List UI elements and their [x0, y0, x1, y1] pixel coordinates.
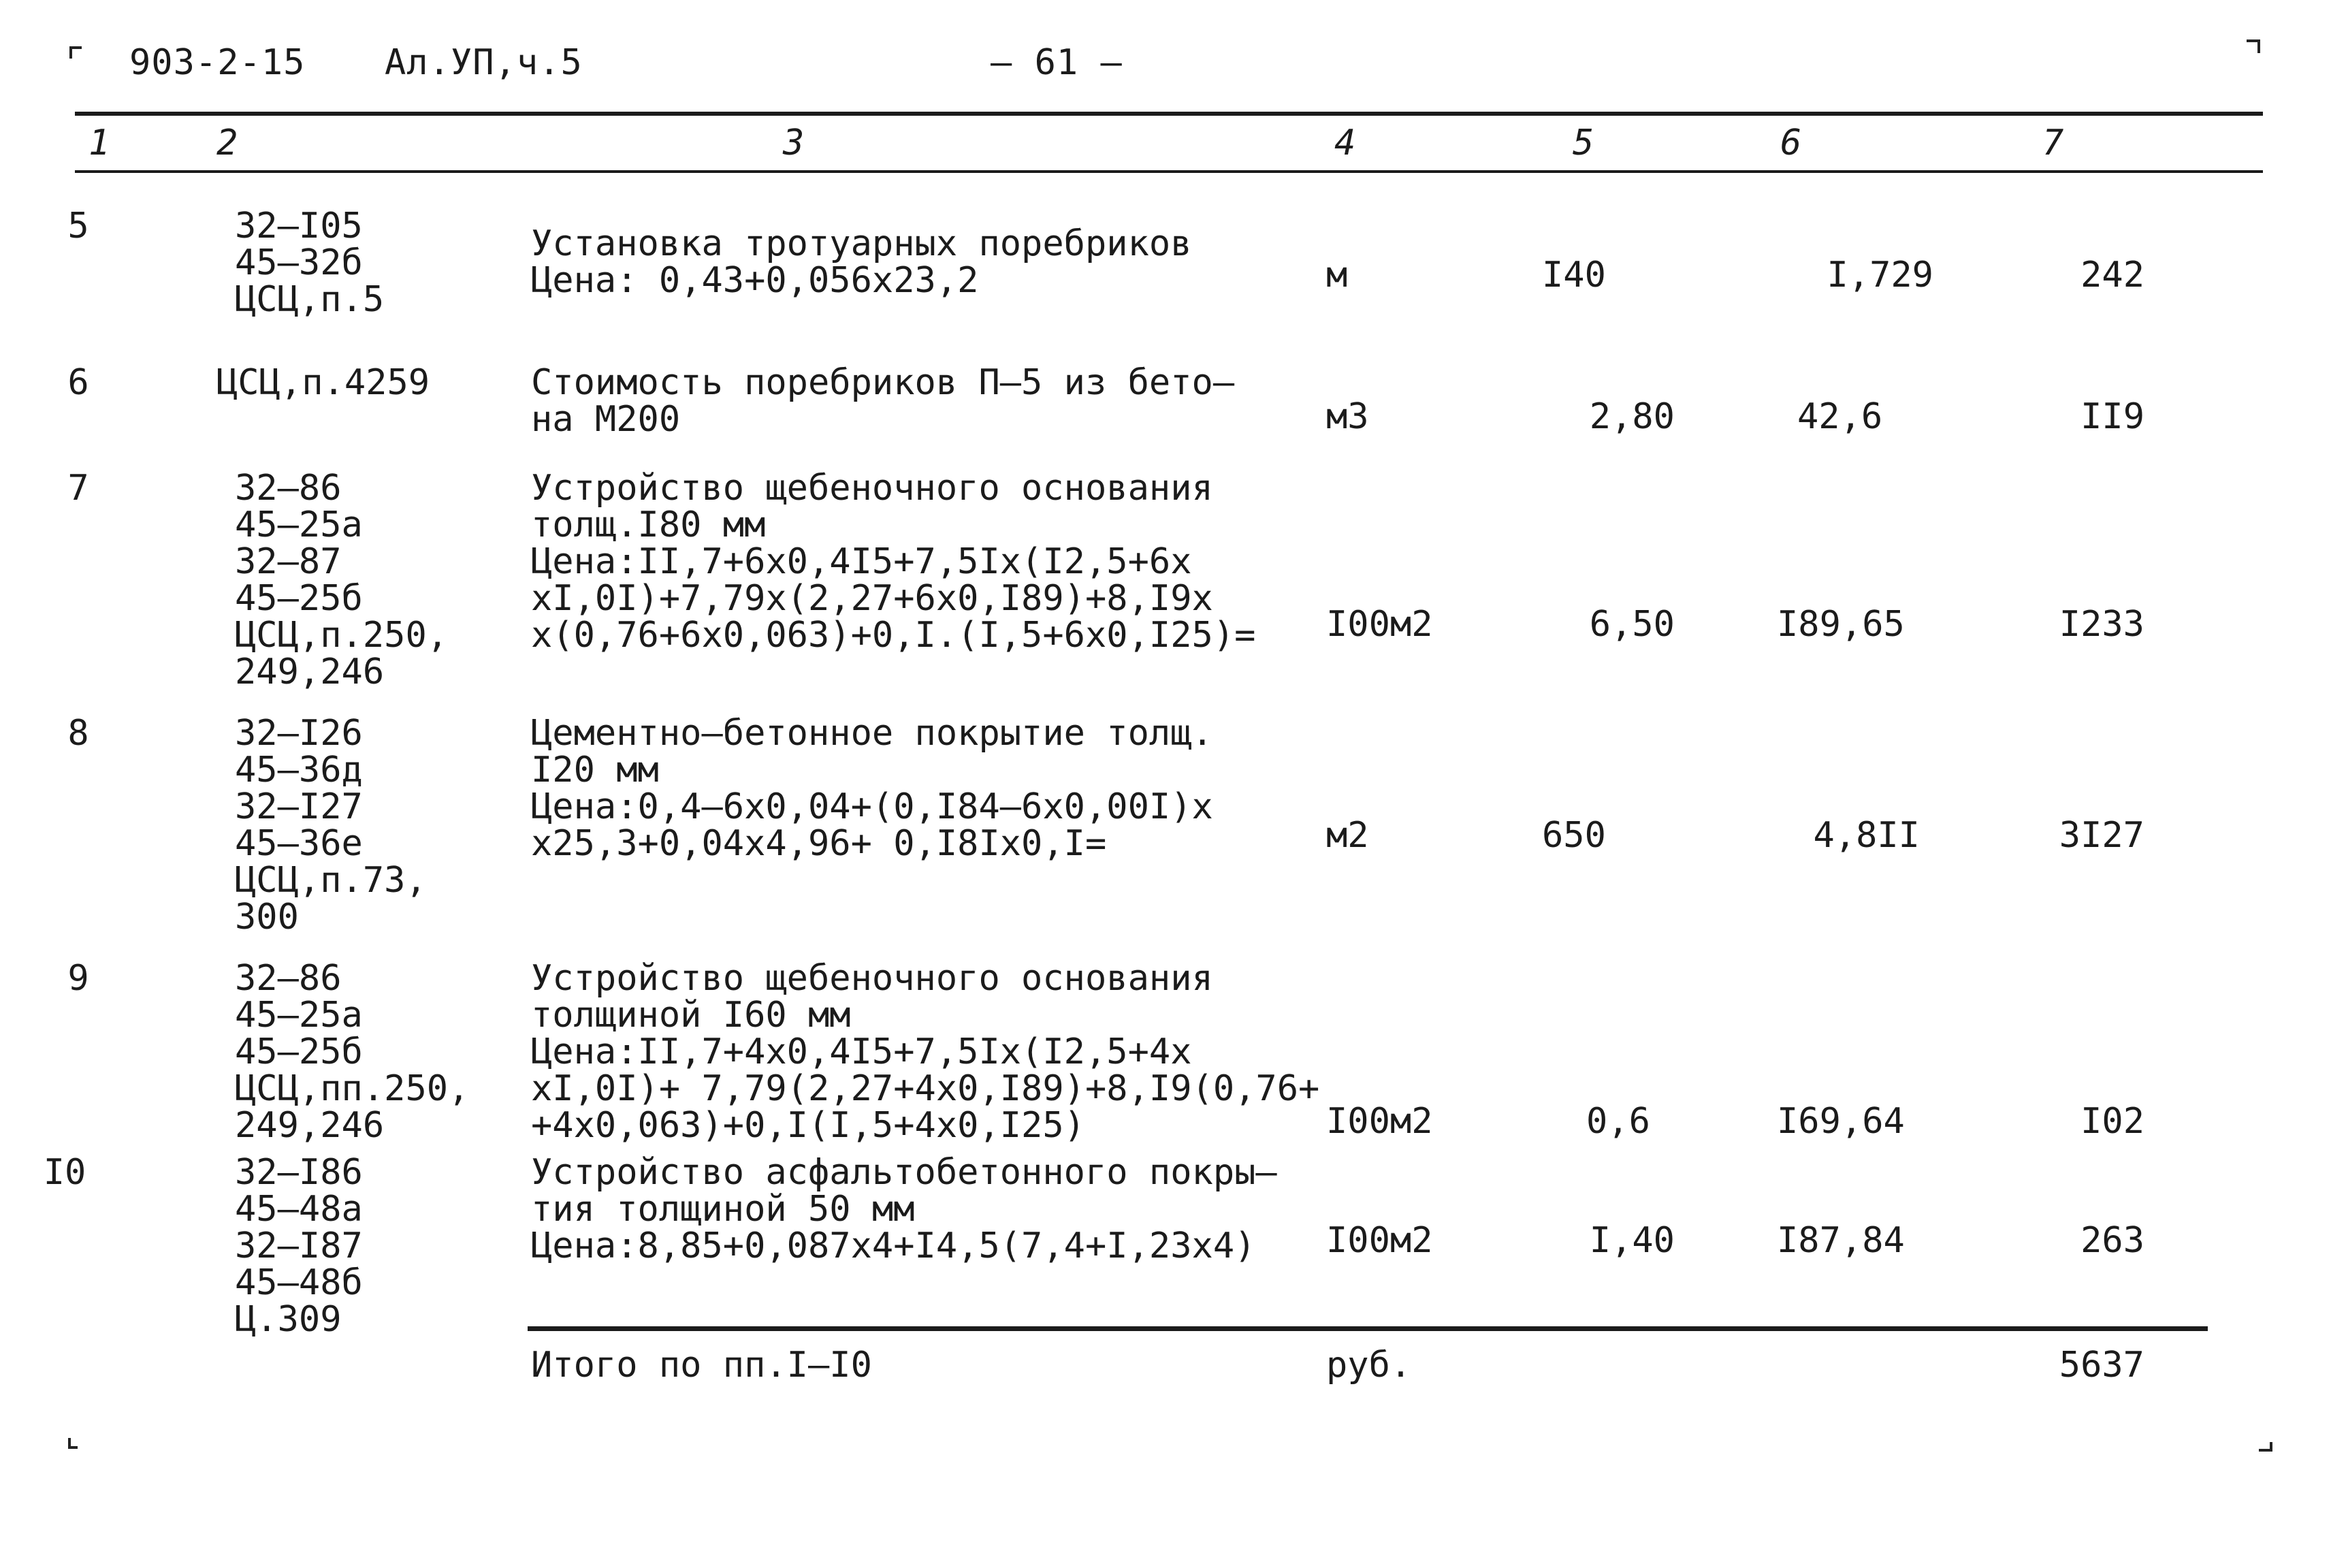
- description-line: хI,0I)+ 7,79(2,27+4х0,I89)+8,I9(0,76+: [531, 1068, 1320, 1109]
- total-cost: II9: [2080, 396, 2144, 437]
- description-line: толщ.I80 мм: [531, 505, 766, 545]
- description-line: Стоимость поребриков П–5 из бето–: [531, 362, 1235, 403]
- total-cost: 242: [2080, 255, 2144, 295]
- description-line: Устройство асфальтобетонного покры–: [531, 1152, 1277, 1193]
- row-number: 9: [67, 958, 89, 999]
- norm-code: 45–36д: [235, 750, 363, 790]
- unit: I00м2: [1326, 1101, 1433, 1142]
- quantity: 0,6: [1586, 1101, 1650, 1142]
- row-number: 6: [67, 362, 89, 403]
- norm-code: 45–36е: [235, 823, 363, 864]
- row-number: I0: [43, 1152, 86, 1193]
- column-number-5: 5: [1573, 123, 1594, 163]
- description-line: на М200: [531, 399, 681, 440]
- column-number-6: 6: [1780, 123, 1802, 163]
- unit-price: I89,65: [1777, 604, 1905, 645]
- column-number-3: 3: [783, 123, 805, 163]
- album-reference: Ал.УП,ч.5: [385, 42, 583, 83]
- description-line: Установка тротуарных поребриков: [531, 223, 1192, 264]
- column-number-7: 7: [2042, 123, 2064, 163]
- unit-price: I87,84: [1777, 1220, 1905, 1261]
- column-number-4: 4: [1334, 123, 1356, 163]
- norm-code: Ц.309: [235, 1299, 342, 1340]
- norm-code: 32–I27: [235, 786, 363, 827]
- norm-code: 32–86: [235, 468, 342, 509]
- norm-codes: [216, 364, 509, 401]
- norm-code: 249,246: [235, 1105, 385, 1146]
- total-cost: I02: [2080, 1101, 2144, 1142]
- quantity: 650: [1542, 815, 1606, 856]
- unit-price: I69,64: [1777, 1101, 1905, 1142]
- norm-codes: [235, 960, 528, 1144]
- norm-codes: [235, 713, 528, 938]
- norm-codes: [235, 470, 528, 690]
- norm-code: 32–I86: [235, 1152, 363, 1193]
- norm-code: ЦСЦ,п.4259: [216, 362, 430, 403]
- unit-price: 42,6: [1797, 396, 1883, 437]
- total-cost: 3I27: [2059, 815, 2144, 856]
- work-description: [531, 364, 1321, 438]
- unit-price: I,729: [1827, 255, 1933, 295]
- work-description: [531, 1154, 1321, 1264]
- description-line: х(0,76+6х0,063)+0,I.(I,5+6х0,I25)=: [531, 615, 1256, 656]
- description-line: тия толщиной 50 мм: [531, 1189, 915, 1230]
- norm-code: 45–32б: [235, 242, 363, 283]
- grand-total: 5637: [2059, 1345, 2144, 1386]
- corner-mark-top-right: [2247, 39, 2260, 53]
- unit: I00м2: [1326, 1220, 1433, 1261]
- norm-code: 45–48а: [235, 1189, 363, 1230]
- norm-code: 45–25б: [235, 1031, 363, 1072]
- description-line: Цена:8,85+0,087х4+I4,5(7,4+I,23х4): [531, 1226, 1256, 1266]
- quantity: I40: [1542, 255, 1606, 295]
- description-line: +4х0,063)+0,I(I,5+4х0,I25): [531, 1105, 1085, 1146]
- norm-codes: [235, 208, 528, 318]
- total-label: Итого по пп.I–I0: [531, 1345, 872, 1386]
- unit: м: [1326, 255, 1348, 295]
- norm-code: 45–25б: [235, 578, 363, 619]
- description-line: I20 мм: [531, 750, 659, 790]
- work-description: [531, 470, 1321, 654]
- row-number: 5: [67, 206, 89, 246]
- total-cost: I233: [2059, 604, 2144, 645]
- description-line: Цементно–бетонное покрытие толщ.: [531, 713, 1213, 754]
- description-line: хI,0I)+7,79х(2,27+6х0,I89)+8,I9х: [531, 578, 1213, 619]
- norm-code: 32–87: [235, 541, 342, 582]
- work-description: [531, 960, 1321, 1144]
- column-number-2: 2: [216, 123, 238, 163]
- quantity: I,40: [1589, 1220, 1675, 1261]
- unit: I00м2: [1326, 604, 1433, 645]
- row-number: 7: [67, 468, 89, 509]
- page-number: – 61 –: [991, 42, 1123, 83]
- column-number-1: 1: [89, 123, 110, 163]
- norm-code: 45–25а: [235, 505, 363, 545]
- quantity: 2,80: [1589, 396, 1675, 437]
- norm-code: 300: [235, 897, 299, 938]
- description-line: Устройство щебеночного основания: [531, 468, 1213, 509]
- norm-code: 249,246: [235, 652, 385, 692]
- table-top-rule: [75, 112, 2263, 116]
- description-line: х25,3+0,04х4,96+ 0,I8Iх0,I=: [531, 823, 1107, 864]
- norm-code: 45–25а: [235, 995, 363, 1036]
- description-line: Устройство щебеночного основания: [531, 958, 1213, 999]
- norm-code: 32–I87: [235, 1226, 363, 1266]
- description-line: Цена:0,4–6х0,04+(0,I84–6х0,00I)х: [531, 786, 1213, 827]
- norm-code: ЦСЦ,п.5: [235, 279, 385, 320]
- norm-code: 32–I26: [235, 713, 363, 754]
- norm-code: 32–86: [235, 958, 342, 999]
- unit: м3: [1326, 396, 1369, 437]
- norm-code: ЦСЦ,пп.250,: [235, 1068, 470, 1109]
- norm-code: 45–48б: [235, 1262, 363, 1303]
- unit-price: 4,8II: [1813, 815, 1920, 856]
- corner-mark-bottom-right: [2259, 1442, 2272, 1452]
- document-code: 903-2-15: [129, 42, 306, 83]
- total-cost: 263: [2080, 1220, 2144, 1261]
- quantity: 6,50: [1589, 604, 1675, 645]
- norm-code: 32–I05: [235, 206, 363, 246]
- corner-mark-bottom-left: [68, 1438, 78, 1449]
- description-line: Цена:II,7+4х0,4I5+7,5Iх(I2,5+4х: [531, 1031, 1192, 1072]
- unit: м2: [1326, 815, 1369, 856]
- corner-mark-top-left: [69, 46, 82, 59]
- total-unit: руб.: [1326, 1345, 1412, 1386]
- description-line: толщиной I60 мм: [531, 995, 851, 1036]
- table-header-rule: [75, 170, 2263, 173]
- total-rule: [528, 1326, 2208, 1331]
- work-description: [531, 225, 1321, 299]
- norm-code: ЦСЦ,п.250,: [235, 615, 449, 656]
- description-line: Цена:II,7+6х0,4I5+7,5Iх(I2,5+6х: [531, 541, 1192, 582]
- row-number: 8: [67, 713, 89, 754]
- norm-codes: [235, 1154, 528, 1338]
- norm-code: ЦСЦ,п.73,: [235, 860, 427, 901]
- description-line: Цена: 0,43+0,056х23,2: [531, 260, 979, 301]
- work-description: [531, 715, 1321, 862]
